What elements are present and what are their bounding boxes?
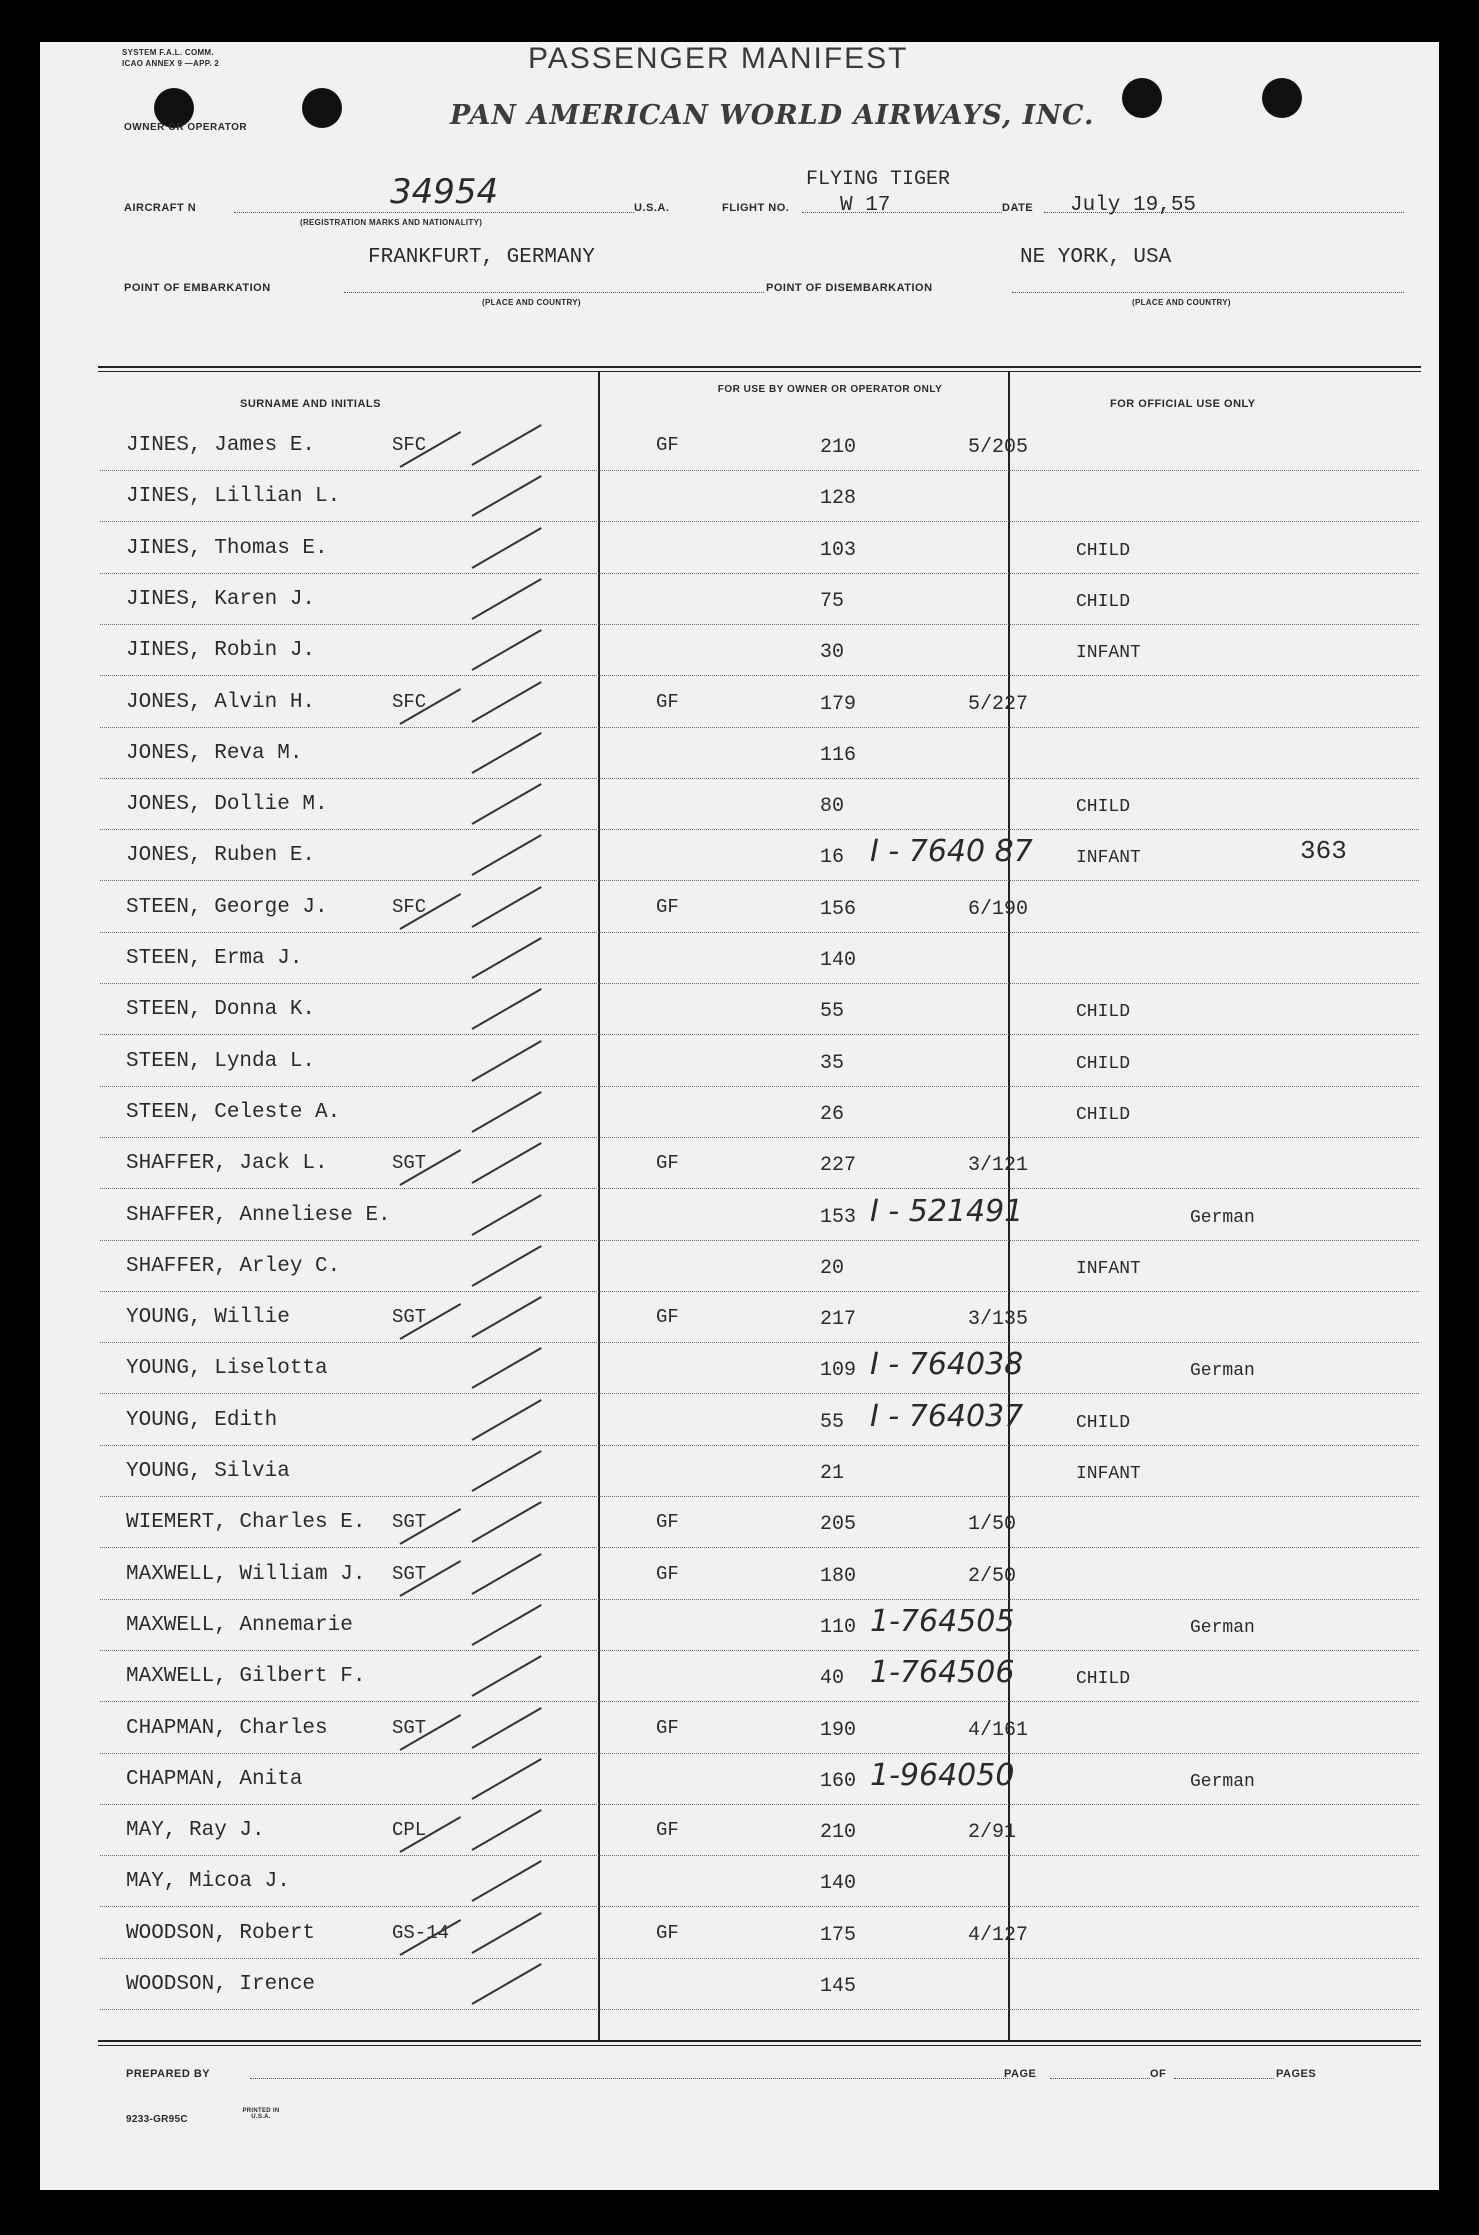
passenger-weight: 227 xyxy=(820,1154,857,1178)
table-row xyxy=(100,882,1419,933)
passenger-weight: 16 xyxy=(820,846,845,870)
date-value: July 19,55 xyxy=(1070,194,1197,217)
passenger-weight: 116 xyxy=(820,743,857,767)
column-header-official: FOR OFFICIAL USE ONLY xyxy=(1110,398,1256,410)
check-mark-icon xyxy=(472,681,542,723)
passenger-weight: 40 xyxy=(820,1667,845,1691)
passenger-name: SHAFFER, Anneliese E. xyxy=(126,1203,391,1227)
table-row xyxy=(100,1087,1419,1138)
row-divider xyxy=(100,2009,1419,2010)
check-mark-icon xyxy=(472,1399,542,1441)
passenger-gf: GF xyxy=(656,434,679,456)
passenger-name: JONES, Dollie M. xyxy=(126,793,328,817)
passenger-note: CHILD xyxy=(1076,1002,1131,1023)
passenger-name: MAY, Ray J. xyxy=(126,1819,265,1843)
embarkation-line xyxy=(344,292,764,293)
table-row xyxy=(100,1138,1419,1189)
check-mark-icon xyxy=(472,1809,542,1851)
passenger-weight: 217 xyxy=(820,1308,857,1332)
table-row xyxy=(100,933,1419,984)
embarkation-label: POINT OF EMBARKATION xyxy=(124,282,271,294)
date-label: DATE xyxy=(1002,202,1034,214)
passenger-gf: GF xyxy=(656,1819,679,1842)
check-mark-icon xyxy=(472,732,542,774)
usa-label: U.S.A. xyxy=(634,202,670,214)
passenger-baggage: 4/161 xyxy=(968,1718,1029,1742)
passenger-name: STEEN, Lynda L. xyxy=(126,1049,316,1073)
passenger-rank: SFC xyxy=(392,895,427,918)
punch-hole-left-2 xyxy=(302,88,342,128)
table-row xyxy=(100,1856,1419,1907)
flight-number: W 17 xyxy=(840,194,891,217)
passenger-baggage: 3/135 xyxy=(968,1308,1029,1332)
passenger-weight: 210 xyxy=(820,1821,857,1845)
check-mark-icon xyxy=(472,1194,542,1236)
passenger-gf: GF xyxy=(656,895,679,918)
passenger-weight: 156 xyxy=(820,897,857,921)
passenger-note: INFANT xyxy=(1076,1258,1141,1279)
table-top-rule xyxy=(98,366,1421,368)
passenger-note: German xyxy=(1190,1361,1255,1382)
passenger-name: WOODSON, Robert xyxy=(126,1921,316,1945)
form-code-line-2: ICAO ANNEX 9 —APP. 2 xyxy=(122,59,220,68)
table-row xyxy=(100,1497,1419,1548)
passenger-name: SHAFFER, Jack L. xyxy=(126,1152,328,1176)
passenger-note: CHILD xyxy=(1076,1104,1131,1125)
passenger-name: STEEN, George J. xyxy=(126,895,328,919)
passenger-note: INFANT xyxy=(1076,848,1141,869)
passenger-baggage: 3/121 xyxy=(968,1154,1029,1178)
passenger-rank: SGT xyxy=(392,1511,427,1534)
check-mark-icon xyxy=(472,1758,542,1800)
passenger-note: CHILD xyxy=(1076,1669,1131,1690)
passenger-weight: 145 xyxy=(820,1975,857,1998)
airline-name: PAN AMERICAN WORLD AIRWAYS, INC. xyxy=(450,100,1095,131)
passenger-baggage: 5/205 xyxy=(968,436,1029,459)
table-bottom-rule-2 xyxy=(98,2045,1421,2046)
passenger-note: CHILD xyxy=(1076,591,1131,612)
page-label: PAGE xyxy=(1004,2068,1037,2080)
table-row xyxy=(100,677,1419,728)
passenger-name: STEEN, Donna K. xyxy=(126,998,316,1022)
check-mark-icon xyxy=(472,578,542,620)
passenger-name: WOODSON, Irence xyxy=(126,1973,316,1996)
passenger-note: CHILD xyxy=(1076,540,1131,561)
table-row xyxy=(100,1343,1419,1394)
page-line xyxy=(1050,2078,1150,2079)
handwritten-id: 1-764505 xyxy=(870,1603,1015,1639)
passenger-weight: 140 xyxy=(820,1872,857,1896)
passenger-note: INFANT xyxy=(1076,643,1141,664)
embarkation-sublabel: (PLACE AND COUNTRY) xyxy=(482,298,581,307)
passenger-weight: 110 xyxy=(820,1615,857,1639)
table-row xyxy=(100,1959,1419,2010)
passenger-gf: GF xyxy=(656,1921,679,1944)
passenger-name: SHAFFER, Arley C. xyxy=(126,1254,341,1278)
table-row xyxy=(100,471,1419,522)
form-code-line-1: SYSTEM F.A.L. COMM. xyxy=(122,48,214,57)
check-mark-icon xyxy=(472,1553,542,1595)
passenger-name: YOUNG, Willie xyxy=(126,1306,290,1330)
column-header-surname: SURNAME AND INITIALS xyxy=(240,398,381,410)
table-bottom-rule xyxy=(98,2040,1421,2042)
check-mark-icon xyxy=(472,475,542,517)
passenger-name: WIEMERT, Charles E. xyxy=(126,1511,366,1535)
passenger-name: JONES, Alvin H. xyxy=(126,690,316,714)
passenger-gf: GF xyxy=(656,1152,679,1175)
flight-line xyxy=(802,212,1002,213)
passenger-note: CHILD xyxy=(1076,1412,1131,1433)
form-number: 9233-GR95C xyxy=(126,2114,188,2125)
passenger-name: CHAPMAN, Anita xyxy=(126,1767,303,1791)
table-row xyxy=(100,1241,1419,1292)
check-mark-icon xyxy=(472,1142,542,1184)
table-row xyxy=(100,523,1419,574)
disembarkation-value: NE YORK, USA xyxy=(1020,246,1172,269)
passenger-name: MAXWELL, Annemarie xyxy=(126,1613,353,1637)
table-row xyxy=(100,1805,1419,1856)
table-top-rule-2 xyxy=(98,371,1421,372)
passenger-gf: GF xyxy=(656,1511,679,1534)
of-line xyxy=(1174,2078,1274,2079)
passenger-weight: 175 xyxy=(820,1923,857,1947)
check-mark-icon xyxy=(472,1861,542,1903)
passenger-rank: SFC xyxy=(392,434,427,456)
passenger-name: CHAPMAN, Charles xyxy=(126,1716,328,1740)
prepared-by-label: PREPARED BY xyxy=(126,2068,211,2080)
table-row xyxy=(100,1703,1419,1754)
check-mark-icon xyxy=(472,1245,542,1287)
punch-hole-right-1 xyxy=(1122,78,1162,118)
flight-label: FLIGHT NO. xyxy=(722,202,790,214)
passenger-rank: SGT xyxy=(392,1716,427,1739)
check-mark-icon xyxy=(472,988,542,1030)
passenger-name: MAXWELL, Gilbert F. xyxy=(126,1665,366,1689)
handwritten-id: I - 764038 xyxy=(870,1347,1024,1383)
table-row xyxy=(100,1908,1419,1959)
passenger-note: INFANT xyxy=(1076,1464,1141,1484)
passenger-weight: 190 xyxy=(820,1718,857,1742)
passenger-weight: 109 xyxy=(820,1359,857,1383)
pages-label: PAGES xyxy=(1276,2068,1317,2080)
passenger-name: JINES, Thomas E. xyxy=(126,536,328,560)
disembarkation-label: POINT OF DISEMBARKATION xyxy=(766,282,933,294)
handwritten-id: I - 7640 87 xyxy=(870,834,1033,870)
check-mark-icon xyxy=(472,783,542,825)
check-mark-icon xyxy=(472,1604,542,1646)
handwritten-id: I - 764037 xyxy=(870,1398,1024,1434)
table-row xyxy=(100,1754,1419,1805)
passenger-weight: 128 xyxy=(820,487,857,511)
table-row xyxy=(100,779,1419,830)
check-mark-icon xyxy=(472,629,542,671)
passenger-name: STEEN, Erma J. xyxy=(126,947,303,970)
passenger-rank: SGT xyxy=(392,1306,427,1329)
passenger-weight: 75 xyxy=(820,589,845,613)
passenger-weight: 21 xyxy=(820,1462,845,1485)
passenger-baggage: 4/127 xyxy=(968,1923,1029,1947)
passenger-weight: 103 xyxy=(820,538,857,562)
passenger-gf: GF xyxy=(656,1562,679,1585)
passenger-weight: 20 xyxy=(820,1256,845,1280)
disembarkation-line xyxy=(1012,292,1404,293)
passenger-weight: 26 xyxy=(820,1102,845,1126)
passenger-weight: 179 xyxy=(820,692,857,716)
passenger-weight: 140 xyxy=(820,949,857,972)
passenger-weight: 153 xyxy=(820,1205,857,1229)
check-mark-icon xyxy=(472,1040,542,1082)
passenger-note: CHILD xyxy=(1076,1053,1131,1074)
table-row xyxy=(100,830,1419,881)
flight-carrier: FLYING TIGER xyxy=(806,168,951,191)
aircraft-line xyxy=(234,212,634,213)
passenger-weight: 55 xyxy=(820,1410,845,1434)
passenger-baggage: 1/50 xyxy=(968,1513,1017,1537)
table-row xyxy=(100,1190,1419,1241)
table-row xyxy=(100,1292,1419,1343)
printed-in-usa: PRINTED IN U.S.A. xyxy=(242,2108,280,2120)
handwritten-id: 1-964050 xyxy=(870,1757,1015,1793)
passenger-name: JINES, Lillian L. xyxy=(126,485,341,509)
check-mark-icon xyxy=(472,527,542,569)
passenger-name: STEEN, Celeste A. xyxy=(126,1100,341,1124)
table-row xyxy=(100,1036,1419,1087)
aircraft-label: AIRCRAFT N xyxy=(124,202,197,214)
passenger-rank: CPL xyxy=(392,1819,427,1842)
check-mark-icon xyxy=(472,1348,542,1390)
passenger-name: MAY, Micoa J. xyxy=(126,1870,290,1894)
passenger-note: German xyxy=(1190,1771,1255,1792)
check-mark-icon xyxy=(472,835,542,877)
passenger-gf: GF xyxy=(656,1716,679,1739)
table-row xyxy=(100,984,1419,1035)
check-mark-icon xyxy=(472,1963,542,2005)
table-row xyxy=(100,1395,1419,1446)
passenger-note: German xyxy=(1190,1617,1255,1638)
table-row xyxy=(100,1446,1419,1497)
passenger-rank: GS-14 xyxy=(392,1921,450,1944)
passenger-gf: GF xyxy=(656,690,679,713)
passenger-name: JINES, Karen J. xyxy=(126,587,316,611)
check-mark-icon xyxy=(472,1912,542,1954)
passenger-name: YOUNG, Liselotta xyxy=(126,1357,328,1381)
of-label: OF xyxy=(1150,2068,1167,2080)
passenger-name: JINES, Robin J. xyxy=(126,639,316,663)
passenger-baggage: 2/50 xyxy=(968,1564,1017,1588)
owner-label: OWNER OR OPERATOR xyxy=(124,122,248,133)
passenger-weight: 55 xyxy=(820,1000,845,1024)
passenger-name: JONES, Ruben E. xyxy=(126,844,316,868)
disembarkation-sublabel: (PLACE AND COUNTRY) xyxy=(1132,298,1231,307)
passenger-weight: 80 xyxy=(820,795,845,819)
aircraft-value: 34954 xyxy=(390,172,499,212)
passenger-note: CHILD xyxy=(1076,797,1131,818)
check-mark-icon xyxy=(472,886,542,928)
check-mark-icon xyxy=(472,424,542,466)
table-row xyxy=(100,1600,1419,1651)
passenger-name: JINES, James E. xyxy=(126,434,316,457)
embarkation-value: FRANKFURT, GERMANY xyxy=(368,246,595,269)
check-mark-icon xyxy=(472,1450,542,1492)
handwritten-id: 1-764506 xyxy=(870,1655,1015,1691)
passenger-rank: SFC xyxy=(392,690,427,713)
handwritten-extra: 363 xyxy=(1300,836,1347,867)
check-mark-icon xyxy=(472,1296,542,1338)
check-mark-icon xyxy=(472,1655,542,1697)
table-row xyxy=(100,625,1419,676)
handwritten-id: I - 521491 xyxy=(870,1193,1024,1229)
passenger-gf: GF xyxy=(656,1306,679,1329)
passenger-rank: SGT xyxy=(392,1562,427,1585)
table-row xyxy=(100,420,1419,471)
passenger-rank: SGT xyxy=(392,1152,427,1175)
passenger-weight: 210 xyxy=(820,436,857,459)
passenger-weight: 160 xyxy=(820,1769,857,1793)
aircraft-sublabel: (REGISTRATION MARKS AND NATIONALITY) xyxy=(300,218,483,227)
passenger-name: JONES, Reva M. xyxy=(126,741,303,765)
passenger-weight: 35 xyxy=(820,1051,845,1075)
page-title: PASSENGER MANIFEST xyxy=(528,42,909,75)
passenger-weight: 180 xyxy=(820,1564,857,1588)
passenger-name: MAXWELL, William J. xyxy=(126,1562,366,1586)
passenger-weight: 30 xyxy=(820,641,845,665)
prepared-by-line xyxy=(250,2078,1010,2079)
passenger-baggage: 5/227 xyxy=(968,692,1029,716)
check-mark-icon xyxy=(472,1707,542,1749)
punch-hole-right-2 xyxy=(1262,78,1302,118)
check-mark-icon xyxy=(472,1091,542,1133)
passenger-name: YOUNG, Edith xyxy=(126,1408,278,1432)
table-row xyxy=(100,1549,1419,1600)
column-header-owner: FOR USE BY OWNER OR OPERATOR ONLY xyxy=(717,384,943,395)
passenger-baggage: 2/91 xyxy=(968,1821,1017,1845)
passenger-note: German xyxy=(1190,1207,1255,1228)
table-row xyxy=(100,1651,1419,1702)
passenger-name: YOUNG, Silvia xyxy=(126,1460,290,1483)
passenger-baggage: 6/190 xyxy=(968,897,1029,921)
check-mark-icon xyxy=(472,1501,542,1543)
check-mark-icon xyxy=(472,937,542,979)
manifest-sheet xyxy=(40,42,1439,2190)
passenger-weight: 205 xyxy=(820,1513,857,1537)
table-row xyxy=(100,728,1419,779)
table-row xyxy=(100,574,1419,625)
